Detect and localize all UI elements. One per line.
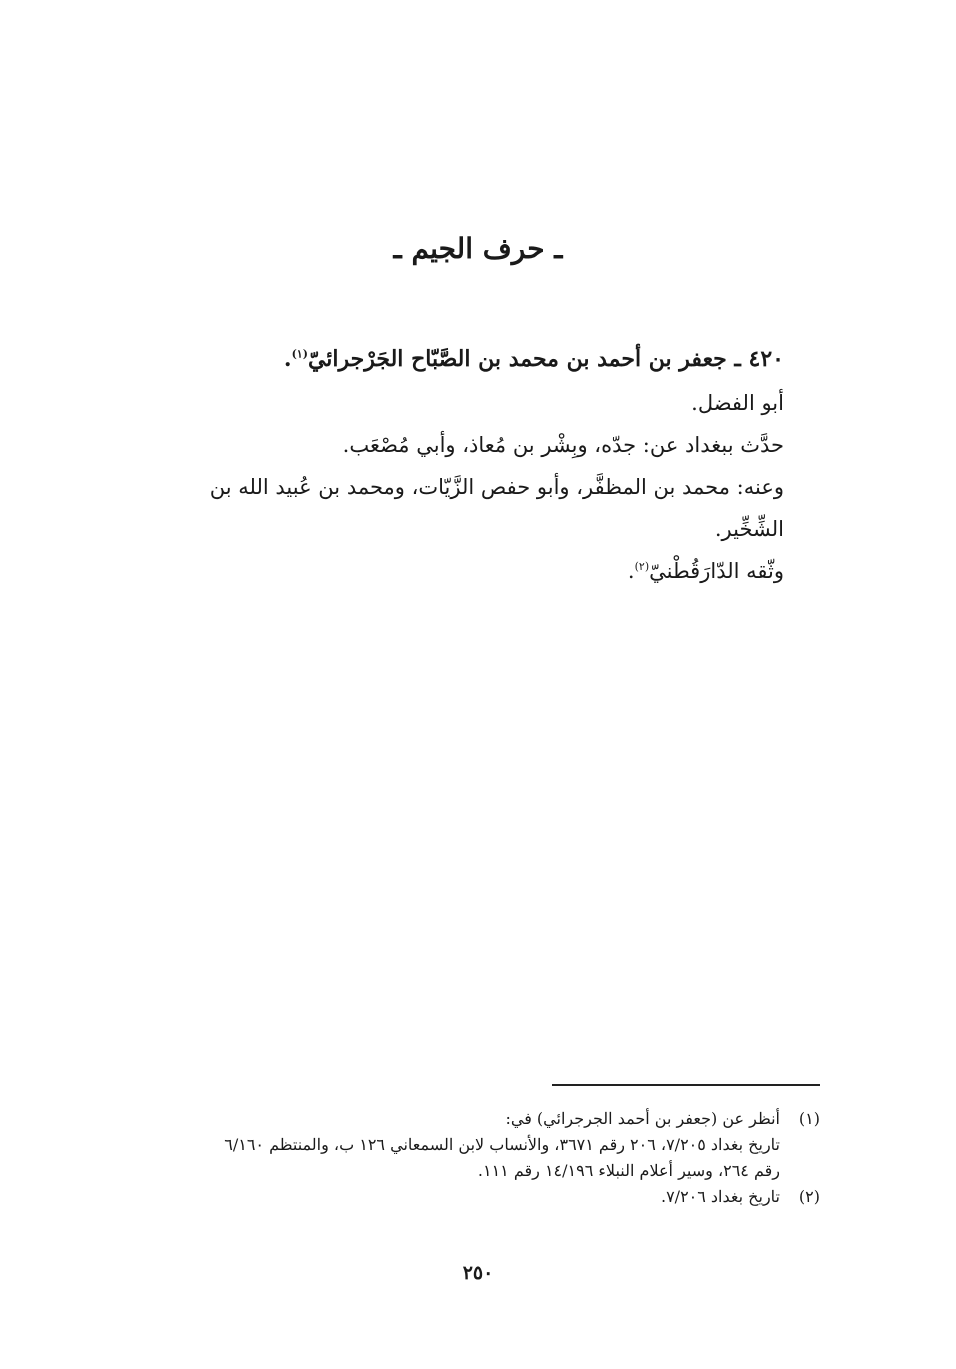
entry-narrators-from-him: وعنه: محمد بن المظفَّر، وأبو حفص الزَّيّات، ومحمد بن عُبيد الله بن xyxy=(209,475,784,499)
entry-kunya: أبو الفضل. xyxy=(691,391,784,415)
chapter-title: ـ حرف الجيم ـ xyxy=(393,232,563,265)
footnote-2-line xyxy=(100,1184,820,1210)
entry-heading-end: . xyxy=(283,346,292,372)
entry-trusted-text: وثّقه الدّارَقُطْنيّ xyxy=(649,559,784,583)
footnote-2-number: (٢) xyxy=(798,1187,820,1206)
entry-heading-text: ٤٢٠ ـ جعفر بن أحمد بن محمد بن الصَّبّاح الجَرْجرائيّ xyxy=(307,346,784,372)
entry-narrated-from: حدَّث ببغداد عن: جدّه، وبِشْر بن مُعاذ، وأبي مُصْعَب. xyxy=(342,433,784,457)
footnote-ref-1[interactable]: (١) xyxy=(291,347,308,361)
footnote-1-text: أنظر عن (جعفر بن أحمد الجرجرائي) في: xyxy=(505,1109,780,1128)
footnote-1-number: (١) xyxy=(798,1109,820,1128)
footnotes xyxy=(100,1106,820,1210)
footnote-1-line-1 xyxy=(100,1106,820,1132)
entry-heading xyxy=(94,338,784,380)
entry-trusted-end: . xyxy=(627,559,635,583)
footnote-ref-2[interactable]: (٢) xyxy=(634,560,650,573)
footnote-1-line-3: رقم ٢٦٤، وسير أعلام النبلاء ١٤/١٩٦ رقم ١١١. xyxy=(477,1161,780,1180)
page-number: ٢٥٠ xyxy=(462,1262,494,1284)
entry-trusted-by xyxy=(94,550,784,592)
footnote-1-line-2: تاريخ بغداد ٧/٢٠٥، ٢٠٦ رقم ٣٦٧١، والأنساب لابن السمعاني ١٢٦ ب، والمنتظم ٦/١٦٠ xyxy=(224,1135,780,1154)
footnote-separator xyxy=(552,1084,820,1086)
footnote-2-text: تاريخ بغداد ٧/٢٠٦. xyxy=(660,1187,780,1206)
entry-narrators-continued: الشِّخِّير. xyxy=(714,517,784,541)
